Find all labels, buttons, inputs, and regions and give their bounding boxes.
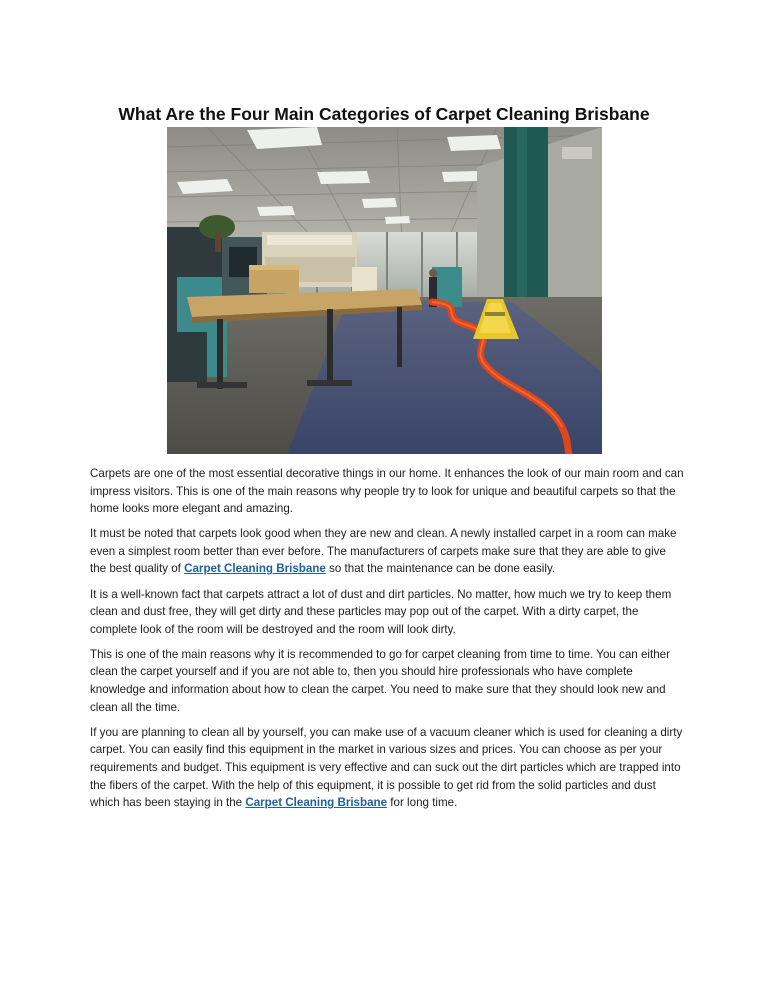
paragraph-4 [90,646,684,716]
paragraph-1 [90,465,684,518]
paragraph-2-text-after: so that the maintenance can be done easily. [325,562,556,576]
carpet-cleaning-brisbane-link[interactable]: Carpet Cleaning Brisbane [184,562,326,576]
paragraph-3-text: It is a well-known fact that carpets attract a lot of dust and dirt particles. No matter, how much we try to keep them clean and dust free, they will get dirty and these particles may pop out of the carpet. With a dirty carpet, the complete look of the room will be destroyed and the room will look dirty. [90,587,672,636]
paragraph-4-text: This is one of the main reasons why it is recommended to go for carpet cleaning from time to time. You can either clean the carpet yourself and if you are not able to, then you should hire professionals who have complete knowledge and information about how to clean the carpet. You need to make sure that they should look new and clean all the time. [90,647,670,714]
carpet-cleaning-brisbane-link-2[interactable]: Carpet Cleaning Brisbane [245,796,388,810]
article-body [90,465,684,819]
paragraph-3 [90,586,684,639]
paragraph-2 [90,525,684,578]
paragraph-1-text: Carpets are one of the most essential decorative things in our home. It enhances the look of our main room and can impress visitors. This is one of the main reasons why people try to look for unique and beautiful carpets so that the home looks more elegant and amazing. [90,467,684,516]
paragraph-5 [90,724,684,812]
page-title: What Are the Four Main Categories of Carpet Cleaning Brisbane [118,103,650,124]
paragraph-5-text-after: for long time. [387,796,458,810]
paragraph-5-text-before: If you are planning to clean all by yourself, you can make use of a vacuum cleaner which is used for cleaning a dirty carpet. You can easily find this equipment in the market in various sizes and prices. You can choose as per your requirements and budget. This equipment is very effective and can suck out the dirt particles which are trapped into the fibers of the carpet. With the help of this equipment, it is possible to get rid from the solid particles and dust which has been staying in the [90,725,683,810]
paragraph-2-text-before: It must be noted that carpets look good when they are new and clean. A newly installed carpet in a room can make even a simplest room better than ever before. The manufacturers of carpets make sure that they are able to give the best quality of [90,527,677,576]
office-carpet-photo [167,127,602,454]
